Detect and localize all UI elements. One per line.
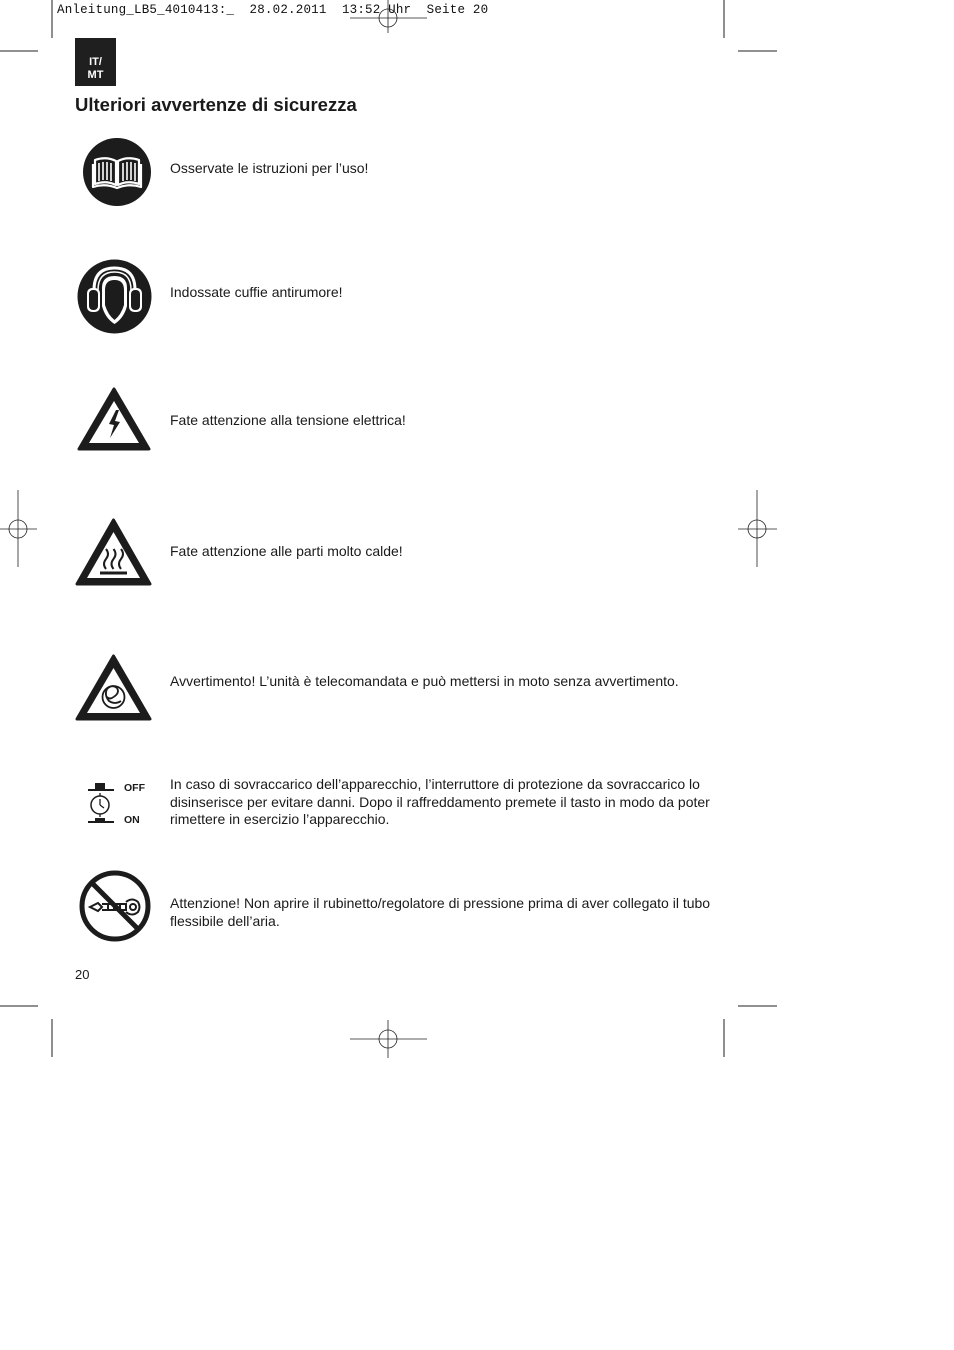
item-text-overload-switch: In caso di sovraccarico dell’apparecchio, l’interruttore di protezione da sovraccarico lo disinserisce per evitare danni. Dopo il raffreddamento premete il tasto in modo da poter rimettere in esercizio l’apparecchio. xyxy=(170,776,710,827)
read-manual-icon xyxy=(81,136,153,208)
registration-mark-right xyxy=(738,490,777,567)
language-badge-line1: IT/ xyxy=(89,56,102,68)
registration-mark-top xyxy=(350,0,427,33)
item-text-no-valve-opening: Attenzione! Non aprire il rubinetto/regolatore di pressione prima di aver collegato il tubo flessibile dell’aria. xyxy=(170,895,711,929)
overload-switch-icon xyxy=(86,780,120,828)
item-text-automatic-start: Avvertimento! L’unità è telecomandata e può mettersi in moto senza avvertimento. xyxy=(170,673,679,689)
automatic-start-warning-icon xyxy=(74,653,153,723)
hot-surface-warning-icon xyxy=(74,517,153,588)
language-badge xyxy=(75,38,116,86)
electric-voltage-warning-icon xyxy=(76,386,152,452)
print-slug: Anleitung_LB5_4010413:_ 28.02.2011 13:52 Uhr Seite 20 xyxy=(57,3,489,17)
registration-mark-bottom xyxy=(350,1020,427,1058)
page-number: 20 xyxy=(75,967,90,982)
item-text-ear-protection: Indossate cuffie antirumore! xyxy=(170,284,343,300)
no-valve-opening-icon xyxy=(78,869,152,943)
language-badge-line2: MT xyxy=(87,69,104,81)
item-text-hot-surface: Fate attenzione alle parti molto calde! xyxy=(170,543,403,559)
item-text-electric-voltage: Fate attenzione alla tensione elettrica! xyxy=(170,412,406,428)
item-text-read-manual: Osservate le istruzioni per l’uso! xyxy=(170,160,369,176)
ear-protection-icon xyxy=(76,258,153,335)
page-title: Ulteriori avvertenze di sicurezza xyxy=(75,94,357,115)
registration-mark-left xyxy=(0,490,37,567)
switch-off-label: OFF xyxy=(124,782,145,794)
switch-on-label: ON xyxy=(124,814,140,826)
